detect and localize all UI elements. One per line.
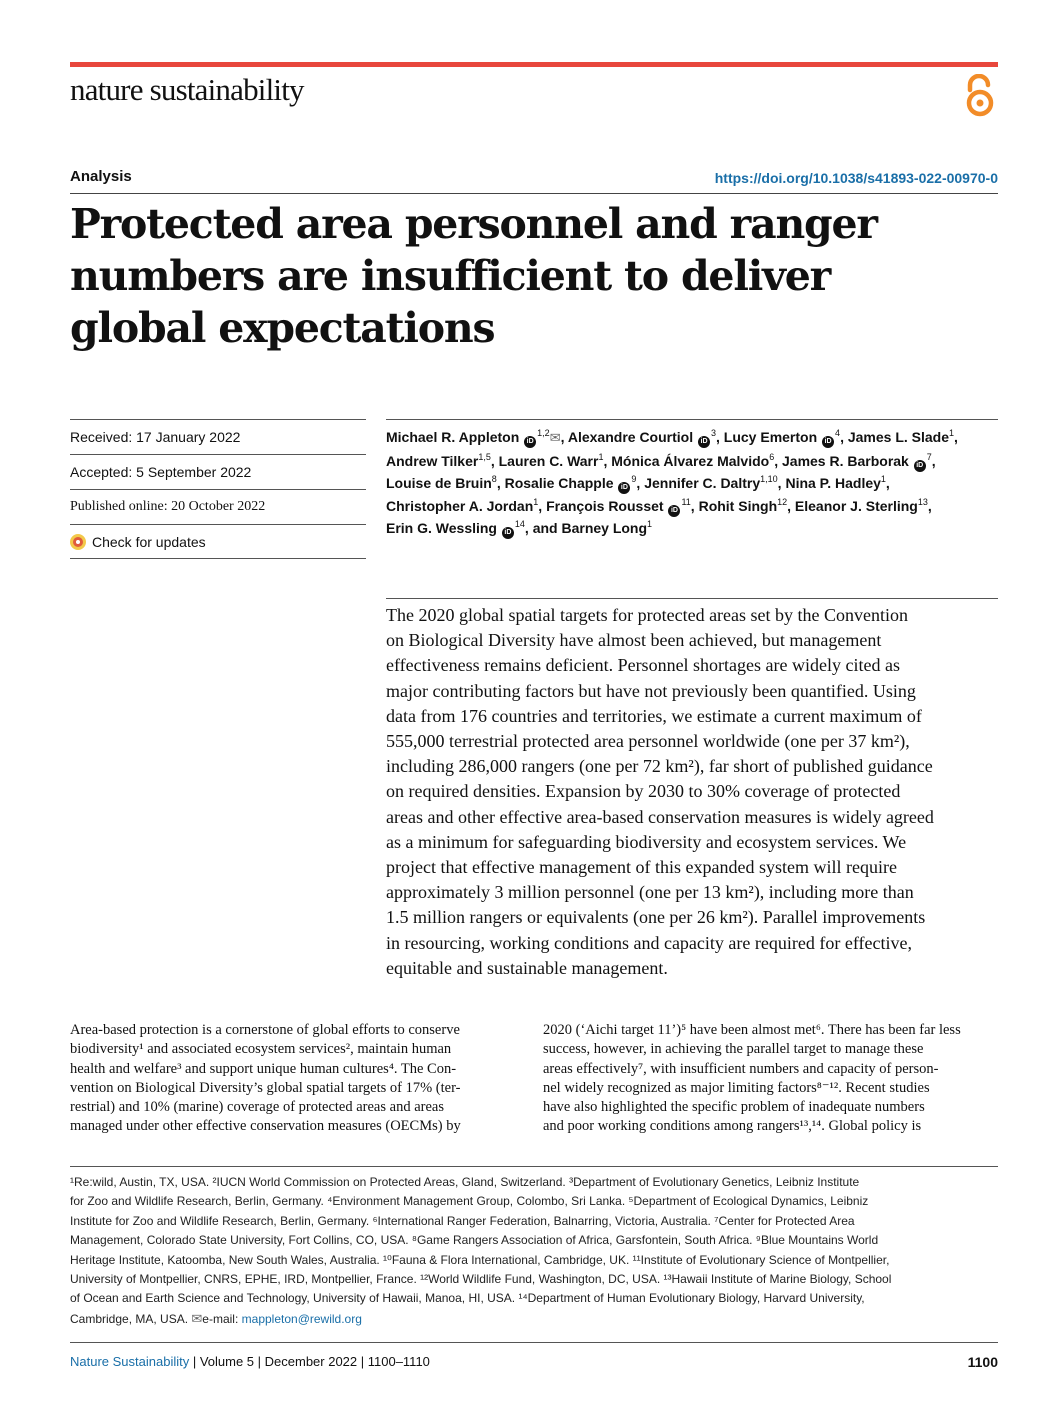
author-affiliation-marker: 6 — [769, 451, 775, 462]
author-name[interactable]: Alexandre Courtiol $iD^3$ — [568, 429, 716, 445]
envelope-icon: ✉ — [191, 1310, 203, 1326]
author-name[interactable]: Mónica Álvarez Malvido$^6$ — [611, 451, 775, 469]
abstract-line: project that effective management of this expanded system will require — [386, 857, 897, 878]
footer-issue: | Volume 5 | December 2022 | 1100–1110 — [189, 1354, 430, 1369]
orcid-icon[interactable]: iD — [668, 505, 680, 517]
affiliations-divider — [70, 1166, 998, 1167]
author-name[interactable]: Louise de Bruin$^8$ — [386, 474, 497, 492]
article-history — [70, 419, 366, 559]
body-line: managed under other effective conservation measures (OECMs) by — [70, 1118, 461, 1135]
author-affiliation-marker: 1,2 — [537, 428, 550, 438]
author-name[interactable]: François Rousset $iD^{11}$ — [546, 498, 691, 514]
orcid-icon[interactable]: iD — [618, 482, 630, 494]
orcid-icon[interactable]: iD — [502, 527, 514, 539]
author-affiliation-marker: 1 — [598, 451, 604, 462]
author-name[interactable]: Rohit Singh$^{12}$ — [698, 496, 788, 514]
footer-citation — [70, 1354, 430, 1369]
published-date: Published online: 20 October 2022 — [70, 489, 366, 524]
affiliations — [70, 1173, 995, 1329]
body-text-left-column — [70, 1021, 525, 1137]
body-line: nel widely recognized as major limiting factors⁸⁻¹². Recent studies — [543, 1079, 930, 1096]
author-affiliation-marker: 1 — [533, 496, 539, 507]
accepted-date: Accepted: 5 September 2022 — [70, 454, 366, 489]
abstract-divider — [386, 598, 998, 599]
affiliation-line: for Zoo and Wildlife Research, Berlin, Germany. ⁴Environment Management Group, Colombo, Sri Lanka. ⁵Department of Ecological Dynamics, Leibniz — [70, 1194, 869, 1209]
author-affiliation-marker: 4 — [835, 428, 841, 438]
page-number: 1100 — [967, 1354, 998, 1370]
orcid-icon[interactable]: iD — [914, 460, 926, 472]
abstract-line: areas and other effective area-based conservation measures is widely agreed — [386, 806, 934, 827]
check-for-updates-label: Check for updates — [92, 533, 206, 550]
affiliation-line: Institute for Zoo and Wildlife Research, Berlin, Germany. ⁶International Ranger Federation, Balnarring, Victoria, Australia. ⁷Center for Protected Area — [70, 1213, 855, 1228]
abstract-line: on required densities. Expansion by 2030 to 30% coverage of protected — [386, 781, 901, 802]
body-line: health and welfare³ and support unique human cultures⁴. The Con- — [70, 1060, 457, 1077]
body-line: 2020 (‘Aichi target 11’)⁵ have been almost met⁶. There has been far less — [543, 1022, 961, 1038]
footer-journal-link[interactable]: Nature Sustainability — [70, 1354, 190, 1369]
email-label: e-mail: — [202, 1311, 239, 1326]
article-title: Protected area personnel and ranger numbers are insufficient to deliver global expectations — [70, 200, 877, 352]
orcid-icon[interactable]: iD — [524, 436, 536, 448]
body-line: success, however, in achieving the parallel target to manage these — [543, 1041, 924, 1058]
abstract-line: 1.5 million rangers or equivalents (one per 26 km²). Parallel improvements — [386, 907, 926, 928]
author-name[interactable]: Lucy Emerton $iD^4$ — [724, 429, 840, 445]
body-line: areas effectively⁷, with insufficient numbers and capacity of person- — [543, 1060, 939, 1077]
author-affiliation-marker: 11 — [681, 496, 691, 507]
author-name[interactable]: James L. Slade$^1$ — [847, 428, 955, 445]
author-name[interactable]: and Barney Long$^1$ — [532, 519, 653, 537]
author-affiliation-marker: 12 — [777, 496, 788, 507]
abstract-line: effectiveness remains deficient. Personnel shortages are widely cited as — [386, 655, 900, 676]
affiliation-line: Management, Colorado State University, Fort Collins, CO, USA. ⁸Game Rangers Association of Africa, Garsfontein, South Africa. ⁹Blue Mountains World — [70, 1233, 879, 1248]
author-name[interactable]: Jennifer C. Daltry$^{1,10}$ — [644, 474, 778, 492]
envelope-icon[interactable]: ✉ — [549, 430, 561, 445]
abstract — [386, 603, 986, 981]
body-text-right-column — [543, 1021, 998, 1137]
body-line: Area-based protection is a cornerstone of global efforts to conserve — [70, 1022, 460, 1038]
abstract-line: on Biological Diversity have almost been achieved, but management — [386, 630, 882, 651]
check-for-updates-button[interactable] — [70, 524, 366, 559]
orcid-icon[interactable]: iD — [698, 436, 710, 448]
header-rule — [70, 62, 998, 67]
body-line: vention on Biological Diversity’s global spatial targets of 17% (ter- — [70, 1079, 461, 1096]
author-name[interactable]: Lauren C. Warr$^1$ — [498, 451, 604, 469]
orcid-icon[interactable]: iD — [822, 436, 834, 448]
author-name[interactable]: Andrew Tilker$^{1,5}$ — [386, 451, 491, 469]
received-date: Received: 17 January 2022 — [70, 419, 366, 454]
author-affiliation-marker: 9 — [631, 474, 637, 485]
affiliation-line: Heritage Institute, Katoomba, New South Wales, Australia. ¹⁰Fauna & Flora International, Cambridge, UK. ¹¹Institute of Evolutionary Science of Montpellier, — [70, 1252, 890, 1267]
body-line: biodiversity¹ and associated ecosystem services², maintain human — [70, 1041, 452, 1058]
affiliation-line: Cambridge, MA, USA. ✉e-mail: mappleton@rewild.org — [70, 1309, 995, 1329]
affiliation-line: University of Montpellier, CNRS, EPHE, IRD, Montpellier, France. ¹²World Wildlife Fund, Washington, DC, USA. ¹³Hawaii Institute of Marine Biology, School — [70, 1272, 892, 1287]
author-name[interactable]: Michael R. Appleton iD$^{1,2}$✉ — [386, 429, 561, 445]
author-name[interactable]: Nina P. Hadley$^1$ — [785, 474, 886, 492]
abstract-line: in resourcing, working conditions and capacity are required for effective, — [386, 932, 912, 953]
abstract-line: as a minimum for safeguarding biodiversity and ecosystem services. We — [386, 831, 907, 852]
abstract-line: 555,000 terrestrial protected area personnel worldwide (one per 37 km²), — [386, 731, 910, 752]
author-affiliation-marker: 14 — [514, 519, 525, 530]
author-name[interactable]: Eleanor J. Sterling$^{13}$ — [794, 496, 928, 514]
abstract-line: data from 176 countries and territories, we estimate a current maximum of — [386, 705, 922, 726]
author-affiliation-marker: 8 — [491, 474, 497, 485]
authors-divider — [386, 419, 998, 420]
author-affiliation-marker: 7 — [926, 451, 932, 462]
author-affiliation-marker: 1 — [880, 474, 886, 485]
corresponding-email-link[interactable]: mappleton@rewild.org — [241, 1311, 362, 1326]
author-affiliation-marker: 1,5 — [478, 451, 491, 462]
author-list: Michael R. Appleton iD$^{1,2}$✉, Alexandre Courtiol $iD^3$, Lucy Emerton $iD^4$, James L. Slade$^1$, Andrew Tilker$^{1,5}$, Lauren C. Warr$^1$, Mónica Álvarez Malvido$^6$, James R. Barborak $iD^7$, Louise de Bruin$^8$, Rosalie Chapple $iD^9$, Jennifer C. Daltry$^{1,10}$, Nina P. Hadley$^1$, Christopher A. Jordan$^1$, François Rousset $iD^{11}$, Rohit Singh$^{12}$, Eleanor J. Sterling$^{13}$, Erin G. Wessling $iD^{14}$, and Barney Long$^1$ — [386, 426, 996, 540]
author-affiliation-marker: 3 — [711, 428, 717, 438]
affiliation-line: of Ocean and Earth Science and Technology, University of Hawaii, Manoa, HI, USA. ¹⁴Department of Human Evolutionary Biology, Harvard University, — [70, 1291, 865, 1306]
body-line: have also highlighted the specific problem of inadequate numbers — [543, 1099, 925, 1116]
abstract-line: major contributing factors but have not previously been quantified. Using — [386, 680, 916, 701]
doi-link[interactable]: https://doi.org/10.1038/s41893-022-00970-0 — [714, 170, 998, 186]
check-for-updates-icon — [70, 534, 86, 550]
author-name[interactable]: James R. Barborak $iD^7$ — [782, 453, 932, 469]
author-affiliation-marker: 1 — [949, 428, 955, 438]
abstract-line: including 286,000 rangers (one per 72 km²), far short of published guidance — [386, 756, 933, 777]
author-name[interactable]: Christopher A. Jordan$^1$ — [386, 496, 539, 514]
abstract-line: The 2020 global spatial targets for protected areas set by the Convention — [386, 605, 909, 625]
author-affiliation-marker: 13 — [917, 496, 928, 507]
header-divider — [70, 193, 998, 194]
body-line: restrial) and 10% (marine) coverage of protected areas and areas — [70, 1099, 444, 1116]
journal-name[interactable]: nature sustainability — [70, 72, 304, 107]
body-line: and poor working conditions among rangers¹³,¹⁴. Global policy is — [543, 1118, 922, 1135]
author-affiliation-marker: 1,10 — [760, 474, 778, 485]
abstract-line: equitable and sustainable management. — [386, 957, 668, 978]
open-access-icon — [962, 74, 998, 118]
author-name[interactable]: Rosalie Chapple $iD^9$ — [505, 475, 637, 491]
author-affiliation-marker: 1 — [647, 519, 653, 530]
author-name[interactable]: Erin G. Wessling $iD^{14}$ — [386, 520, 525, 536]
abstract-line: approximately 3 million personnel (one per 13 km²), including more than — [386, 882, 914, 903]
article-type: Analysis — [70, 168, 132, 185]
footer-divider — [70, 1342, 998, 1343]
affiliation-line: ¹Re:wild, Austin, TX, USA. ²IUCN World Commission on Protected Areas, Gland, Switzerland. ³Department of Evolutionary Genetics, Leibniz Institute — [70, 1175, 860, 1189]
